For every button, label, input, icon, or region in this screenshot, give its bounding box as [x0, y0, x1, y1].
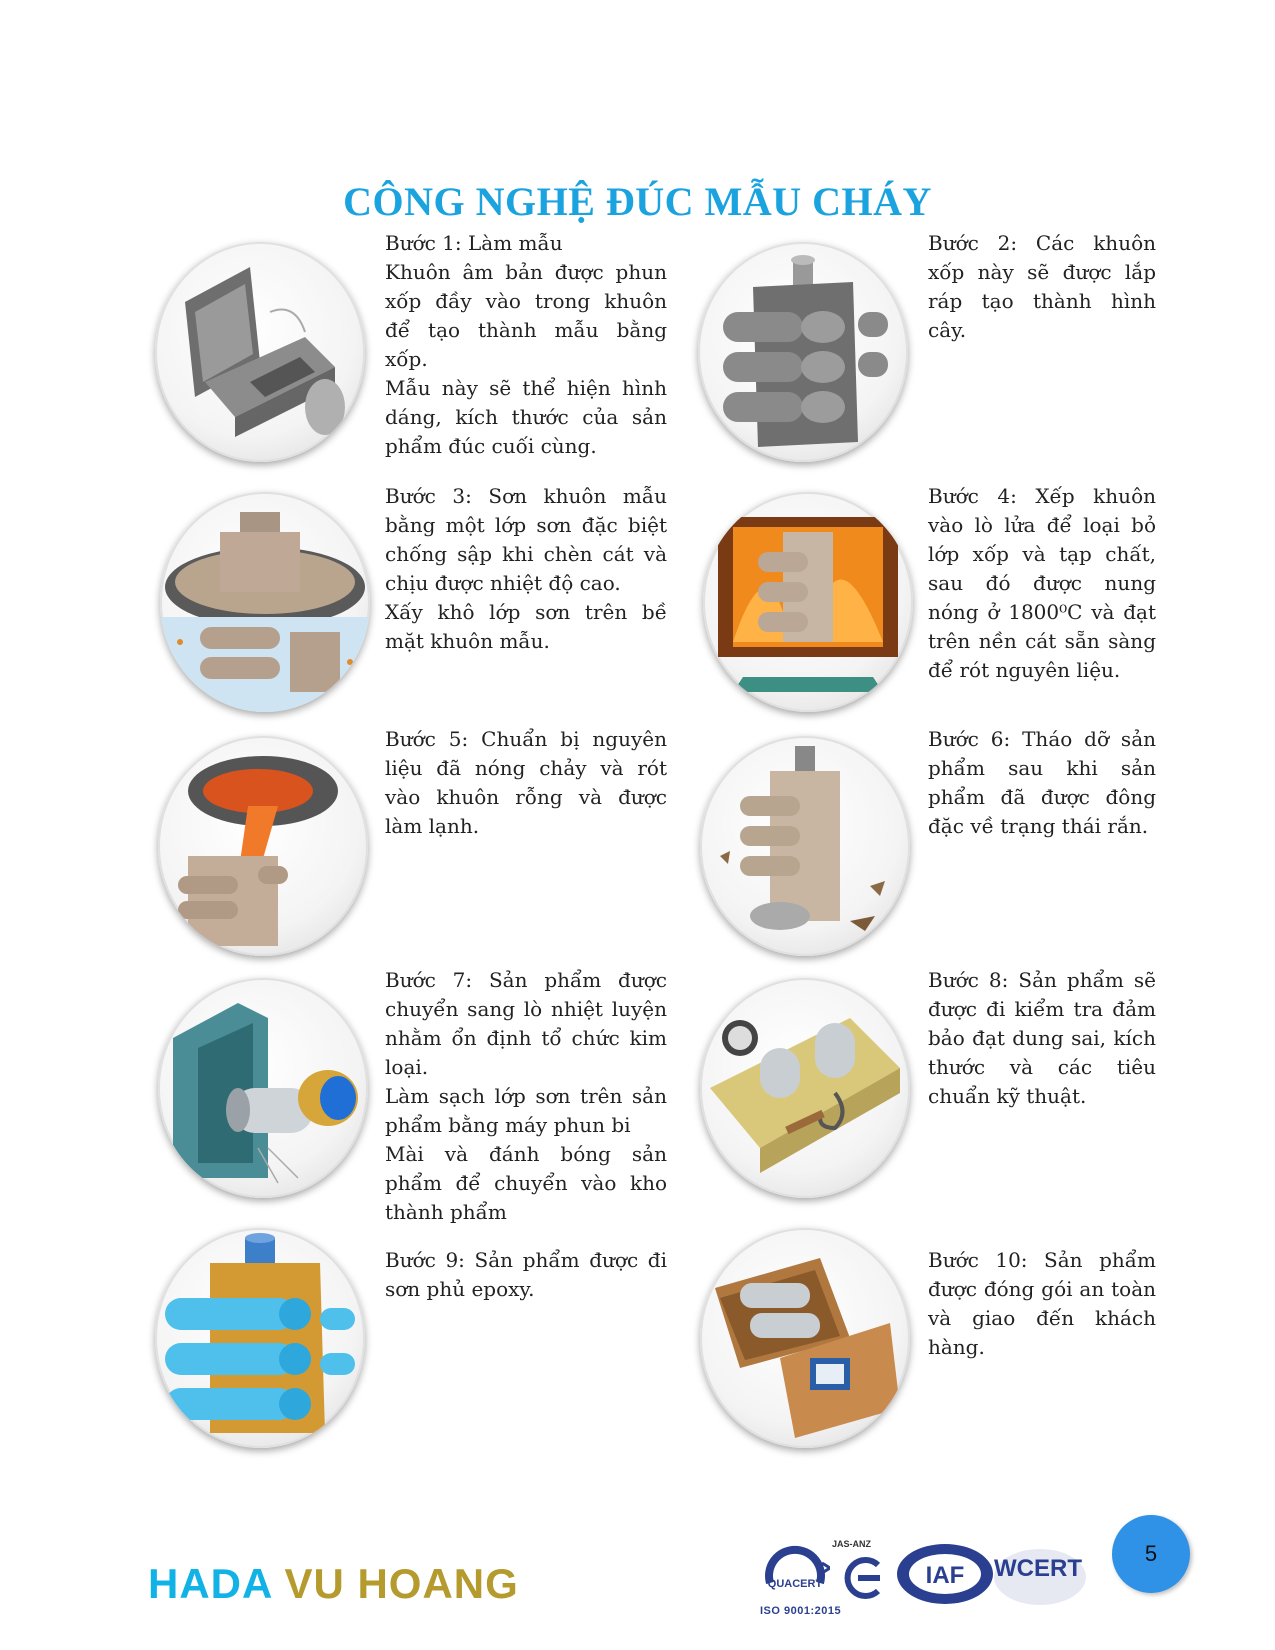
furnace-icon [703, 492, 913, 712]
epoxy-coating-icon [155, 1228, 365, 1448]
step-10-text [928, 1246, 1156, 1362]
pouring-icon [158, 736, 368, 956]
step-7-text [385, 966, 667, 1227]
inspection-icon [700, 978, 910, 1198]
step-1-para-1: Khuôn âm bản được phun xốp đầy vào trong khuôn để tạo thành mẫu bằng xốp. [385, 260, 667, 371]
iaf-label: IAF [925, 1562, 965, 1589]
step-7-para-2: Làm sạch lớp sơn trên sản phẩm bằng máy phun bi [385, 1084, 667, 1137]
step-7-para-1: Bước 7: Sản phẩm được chuyển sang lò nhiệt luyện nhằm ổn định tổ chức kim loại. [385, 968, 667, 1079]
brand-part-2: VU HOANG [284, 1560, 519, 1607]
step-6-para: Bước 6: Tháo dỡ sản phẩm sau khi sản phẩm đã được đông đặc về trạng thái rắn. [928, 727, 1156, 838]
wcert-label: WCERT [994, 1555, 1082, 1582]
step-4-para: Bước 4: Xếp khuôn vào lò lửa để loại bỏ lớp xốp và tạp chất, sau đó được nung nóng ở 1800⁰C và đạt trên nền cát sẵn sàng để rót nguyên liệu. [928, 484, 1156, 682]
step-6-text [928, 725, 1156, 841]
step-1-heading: Bước 1: Làm mẫu [385, 231, 563, 255]
quacert-label: QUACERT [767, 1578, 823, 1590]
certification-logos [760, 1535, 1100, 1625]
step-1-para-2: Mẫu này sẽ thể hiện hình dáng, kích thước của sản phẩm đúc cuối cùng. [385, 376, 667, 458]
step-9-para: Bước 9: Sản phẩm được đi sơn phủ epoxy. [385, 1248, 667, 1301]
quacert-logo-icon [760, 1543, 830, 1613]
brand-logo [148, 1560, 519, 1608]
step-3-para-1: Bước 3: Sơn khuôn mẫu bằng một lớp sơn đặc biệt chống sập khi chèn cát và chịu được nhiệt độ cao. [385, 484, 667, 595]
step-1-text [385, 229, 667, 461]
step-2-text [928, 229, 1156, 345]
page-number-badge: 5 [1112, 1515, 1190, 1593]
step-3-text [385, 482, 667, 656]
brand-part-1: HADA [148, 1560, 272, 1607]
iso-label: ISO 9001:2015 [760, 1605, 842, 1617]
knockout-icon [700, 736, 910, 956]
foam-mold-icon [155, 242, 365, 462]
packaging-icon [700, 1228, 910, 1448]
pattern-tree-icon [698, 242, 908, 462]
step-8-para: Bước 8: Sản phẩm sẽ được đi kiểm tra đảm bảo đạt dung sai, kích thước và các tiêu chuẩn kỹ thuật. [928, 968, 1156, 1108]
step-5-text [385, 725, 667, 841]
heat-treatment-icon [158, 978, 368, 1198]
jasanz-label: JAS-ANZ [832, 1539, 872, 1549]
jasanz-logo-icon [838, 1553, 888, 1603]
step-8-text [928, 966, 1156, 1111]
step-4-text [928, 482, 1156, 685]
step-10-para: Bước 10: Sản phẩm được đóng gói an toàn và giao đến khách hàng. [928, 1248, 1156, 1359]
step-7-para-3: Mài và đánh bóng sản phẩm để chuyển vào kho thành phẩm [385, 1142, 667, 1224]
iaf-logo-icon [895, 1543, 995, 1605]
step-2-para: Bước 2: Các khuôn xốp này sẽ được lắp ráp tạo thành hình cây. [928, 231, 1156, 342]
step-5-para: Bước 5: Chuẩn bị nguyên liệu đã nóng chảy và rót vào khuôn rỗng và được làm lạnh. [385, 727, 667, 838]
coating-icon [160, 492, 370, 712]
step-9-text [385, 1246, 667, 1304]
step-3-para-2: Xấy khô lớp sơn trên bề mặt khuôn mẫu. [385, 600, 667, 653]
page-title: CÔNG NGHỆ ĐÚC MẪU CHÁY [343, 179, 932, 224]
